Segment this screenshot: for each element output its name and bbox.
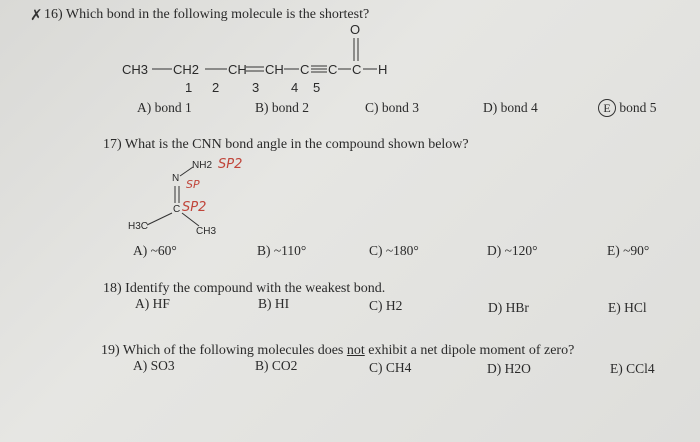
q16-option-a[interactable]: A) bond 1 (137, 100, 192, 115)
q17-option-b[interactable]: B) ~110° (257, 243, 307, 258)
q16-option-e-label: bond 5 (619, 100, 657, 115)
q19-option-d[interactable]: D) H2O (487, 361, 531, 376)
question-19-text-start: 19) Which of the following molecules does (101, 343, 347, 358)
c-label-3: C (352, 62, 362, 77)
sp2-annotation-top: SP2 (218, 157, 243, 172)
ch3-label-q17: CH3 (196, 226, 217, 237)
q16-option-d[interactable]: D) bond 4 (483, 100, 538, 115)
c-label-1: C (300, 62, 310, 77)
ch-label-b: CH (265, 62, 284, 77)
question-17-text: 17) What is the CNN bond angle in the compound shown below? (103, 137, 469, 152)
question-19-emphasis: not (346, 343, 365, 358)
q19-option-a[interactable]: A) SO3 (133, 358, 175, 373)
nh2-label: NH2 (192, 160, 213, 171)
n-label: N (172, 173, 180, 184)
q17-option-d[interactable]: D) ~120° (487, 243, 538, 258)
c-label: C (173, 204, 181, 215)
cross-mark: ✗ (30, 6, 43, 24)
h-label: H (378, 62, 388, 77)
ch2-label: CH2 (173, 62, 200, 77)
q19-option-e[interactable]: E) CCl4 (610, 361, 655, 376)
q18-option-e[interactable]: E) HCl (608, 300, 647, 315)
sp2-annotation-c: SP2 (182, 200, 207, 215)
question-19-text (101, 343, 574, 359)
q16-option-b[interactable]: B) bond 2 (255, 100, 309, 115)
q18-option-c[interactable]: C) H2 (369, 298, 403, 313)
bond-number-2: 2 (212, 80, 220, 95)
q17-option-e[interactable]: E) ~90° (607, 243, 650, 258)
bond-number-5: 5 (313, 80, 321, 95)
q18-option-a[interactable]: A) HF (135, 296, 170, 311)
q18-option-d[interactable]: D) HBr (488, 300, 529, 315)
q17-option-a[interactable]: A) ~60° (133, 243, 177, 258)
question-19-text-end: exhibit a net dipole moment of zero? (364, 343, 575, 358)
ch3-label: CH3 (122, 62, 149, 77)
ch-label-a: CH (228, 62, 247, 77)
h3c-label: H3C (128, 221, 149, 232)
q19-option-b[interactable]: B) CO2 (255, 358, 298, 373)
question-18-text: 18) Identify the compound with the weakest bond. (103, 281, 386, 296)
question-16-text: 16) Which bond in the following molecule is the shortest? (44, 7, 370, 22)
q16-option-c[interactable]: C) bond 3 (365, 100, 419, 115)
bond-number-1: 1 (185, 80, 193, 95)
bond-number-3: 3 (252, 80, 260, 95)
oxygen-label: O (350, 22, 361, 37)
c-label-2: C (328, 62, 338, 77)
selected-answer-circle: E (598, 99, 616, 117)
q19-option-c[interactable]: C) CH4 (369, 360, 412, 375)
sp-annotation: SP (186, 178, 200, 191)
bond-number-4: 4 (291, 80, 299, 95)
q17-option-c[interactable]: C) ~180° (369, 243, 419, 258)
q18-option-b[interactable]: B) HI (258, 296, 290, 311)
